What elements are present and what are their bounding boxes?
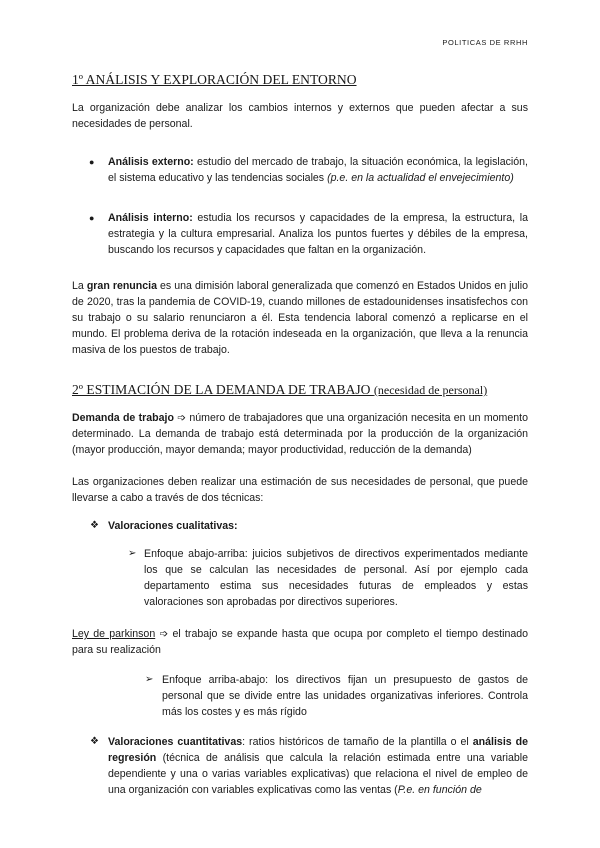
- diamond-icon: ❖: [90, 520, 99, 531]
- section-1-intro: La organización debe analizar los cambios internos y externos que pueden afectar a sus necesidades de personal.: [72, 102, 528, 130]
- section-1-heading: 1º ANÁLISIS Y EXPLORACIÓN DEL ENTORNO: [72, 72, 357, 87]
- arrow-bullet-icon: ➢: [145, 674, 154, 685]
- ley-parkinson: Ley de parkinson ➩ el trabajo se expande hasta que ocupa por completo el tiempo destinado para su realización: [72, 628, 529, 656]
- bullet-text: estudia los recursos y capacidades de la empresa, la estructura, la estrategia y la cultura empresarial. Analiza los puntos fuertes y débiles de la empresa, buscando los recursos y capacidades que faltan en la organización.: [108, 212, 528, 256]
- document-body: [72, 70, 528, 798]
- demanda-term: Demanda de trabajo: [72, 412, 174, 424]
- bullet-icon: ●: [89, 213, 95, 223]
- bullet-italic: (p.e. en la actualidad el envejecimiento): [327, 172, 514, 184]
- arrow-icon: ➩: [159, 628, 169, 640]
- cuantitativas-item: ❖ Valoraciones cuantitativas: ratios históricos de tamaño de la plantilla o el análisis de regresión (técnica de análisis que calcula la relación estimada entre una variable dependiente y una o varias variables explicativas) que relaciona el nivel de empleo de una organización con variables explicativas como las ventas (P.e. en función de: [90, 736, 528, 796]
- cualitativas-item: ❖ Valoraciones cualitativas:: [90, 520, 238, 532]
- gran-renuncia-term: gran renuncia: [86, 280, 157, 292]
- demanda-definition: Demanda de trabajo ➩ número de trabajadores que una organización necesita en un momento determinado. La demanda de trabajo está determinada por la producción de la organización (mayor producción, mayor demanda; mayor productividad, reducción de la demanda): [72, 412, 528, 456]
- bullet-title: Análisis externo:: [108, 156, 194, 168]
- running-header: POLITICAS DE RRHH: [442, 38, 528, 47]
- enfoque-abajo-arriba: ➢ Enfoque abajo-arriba: juicios subjetivos de directivos experimentados mediante los que se calculan las necesidades de personal. Así por ejemplo cada departamento estima sus necesidades futuras de empleados y estas valoraciones son aprobadas por directivos superiores.: [128, 548, 528, 608]
- enfoque-arriba-abajo: ➢ Enfoque arriba-abajo: los directivos fijan un presupuesto de gastos de personal que se divide entre las unidades organizativas inferiores. Controla más los costes y es más rígido: [145, 674, 528, 718]
- arrow-icon: ➩: [177, 412, 187, 424]
- ley-parkinson-term: Ley de parkinson: [72, 628, 156, 640]
- arrow-bullet-icon: ➢: [128, 548, 137, 559]
- bullet-text: estudio del mercado de trabajo, la situación económica, la legislación, el sistema educativo y las tendencias sociales: [108, 156, 528, 184]
- bullet-icon: ●: [89, 157, 95, 167]
- gran-renuncia-paragraph: La gran renuncia es una dimisión laboral generalizada que comenzó en Estados Unidos en julio de 2020, tras la pandemia de COVID-19, cuando millones de estadounidenses insatisfechos con su trabajo o su salario renunciaron a él. Esta tendencia laboral comenzó a replicarse en el mundo. El problema deriva de la rotación indeseada en la organización, que lleva a la renuncia masiva de los puestos de trabajo.: [72, 280, 528, 356]
- bullet-analisis-interno: [72, 210, 528, 258]
- bullet-analisis-externo: [72, 154, 528, 186]
- diamond-icon: ❖: [90, 736, 99, 747]
- section-2-heading: 2º ESTIMACIÓN DE LA DEMANDA DE TRABAJO (necesidad de personal): [72, 382, 488, 397]
- section-2-subtitle: (necesidad de personal): [373, 383, 488, 397]
- tecnicas-paragraph: Las organizaciones deben realizar una estimación de sus necesidades de personal, que puede llevarse a cabo a través de dos técnicas:: [72, 476, 528, 504]
- bullet-title: Análisis interno:: [108, 212, 193, 224]
